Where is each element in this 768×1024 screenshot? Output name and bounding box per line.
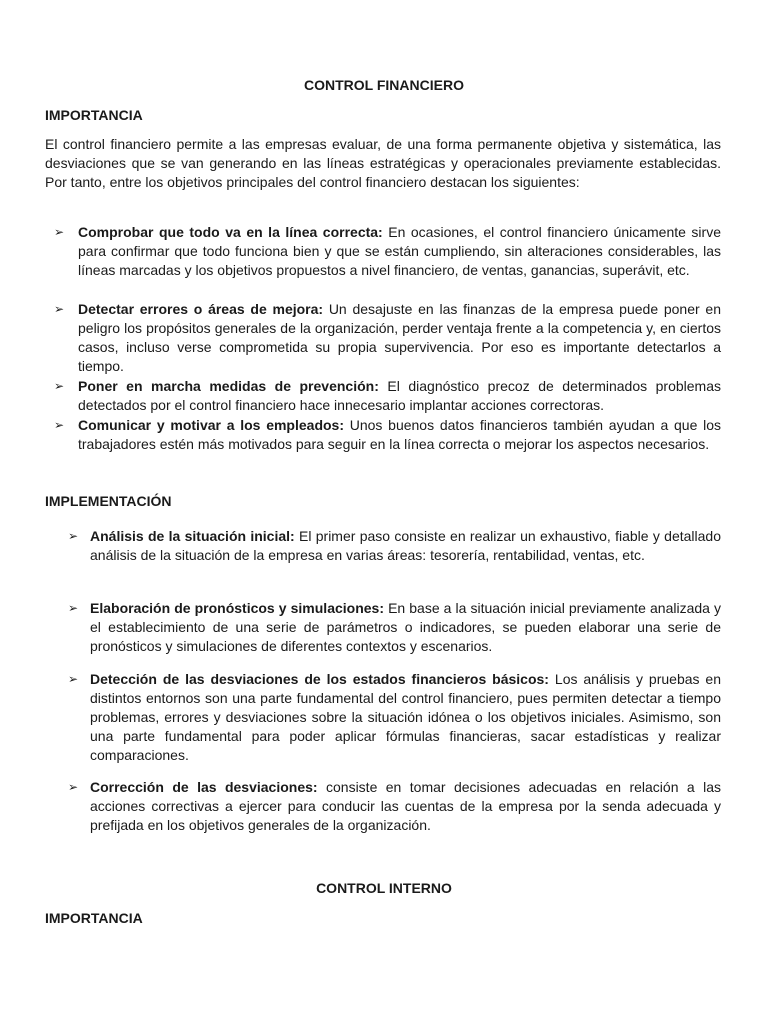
arrow-bullet-icon: ➢ [54, 379, 65, 393]
list-item-objetivo [54, 223, 721, 280]
item-term: Elaboración de pronósticos y simulaciones: [90, 600, 384, 616]
item-text: Unos buenos datos financieros también ayudan a que los trabajadores estén más motivados para seguir en la línea correcta o mejorar los aspectos necesarios. [78, 417, 721, 452]
item-text: Los análisis y pruebas en distintos entornos son una parte fundamental del control financiero, pues permiten detectar a tiempo problemas, errores y desviaciones sobre la situación idónea o los objetivos iniciales. Asimismo, son una parte fundamental para poder aplicar fórmulas financieras, sacar estadísticas y realizar comparaciones. [90, 671, 722, 763]
item-term: Corrección de las desviaciones: [90, 779, 318, 795]
heading-importancia-2: IMPORTANCIA [45, 910, 143, 926]
heading-implementacion: IMPLEMENTACIÓN [45, 493, 172, 509]
item-term: Comunicar y motivar a los empleados: [78, 417, 344, 433]
list-item-implementacion [68, 599, 721, 656]
section-title-control-interno: CONTROL INTERNO [316, 880, 452, 896]
heading-importancia: IMPORTANCIA [45, 107, 143, 123]
arrow-bullet-icon: ➢ [54, 302, 65, 316]
arrow-bullet-icon: ➢ [68, 672, 79, 686]
list-item-objetivo [54, 300, 721, 376]
item-term: Comprobar que todo va en la línea correcta: [78, 224, 383, 240]
item-term: Análisis de la situación inicial: [90, 528, 295, 544]
item-text: En base a la situación inicial previamente analizada y el establecimiento de una serie de parámetros o indicadores, se pueden elaborar una serie de pronósticos y simulaciones de diferentes contextos y escenarios. [90, 600, 721, 654]
section-title-control-financiero: CONTROL FINANCIERO [304, 77, 464, 93]
item-term: Poner en marcha medidas de prevención: [78, 378, 379, 394]
item-text: En ocasiones, el control financiero únicamente sirve para confirmar que todo funciona bien y que se están cumpliendo, sin alteraciones considerables, las líneas marcadas y los objetivos propuestos a nivel financiero, de ventas, ganancias, superávit, etc. [78, 224, 721, 278]
list-item-implementacion [68, 778, 721, 835]
list-item-implementacion [68, 527, 721, 565]
arrow-bullet-icon: ➢ [68, 601, 79, 615]
arrow-bullet-icon: ➢ [68, 529, 79, 543]
arrow-bullet-icon: ➢ [68, 780, 79, 794]
intro-paragraph: El control financiero permite a las empresas evaluar, de una forma permanente objetiva y sistemática, las desviaciones que se van generando en las líneas estratégicas y operacionales previamente establecidas. Por tanto, entre los objetivos principales del control financiero destacan los siguientes: [45, 136, 721, 190]
list-item-implementacion [68, 670, 722, 765]
item-text: El primer paso consiste en realizar un exhaustivo, fiable y detallado análisis de la situación de la empresa en varias áreas: tesorería, rentabilidad, ventas, etc. [90, 528, 721, 563]
item-text: Un desajuste en las finanzas de la empresa puede poner en peligro los propósitos generales de la organización, perder ventaja frente a la competencia y, en ciertos casos, incluso verse comprometida su propia supervivencia. Por eso es importante detectarlos a tiempo. [78, 301, 721, 374]
item-term: Detectar errores o áreas de mejora: [78, 301, 324, 317]
arrow-bullet-icon: ➢ [54, 418, 65, 432]
item-text: consiste en tomar decisiones adecuadas en relación a las acciones correctivas a ejercer para conducir las cuentas de la empresa por la senda adecuada y prefijada en los objetivos generales de la organización. [90, 779, 721, 833]
item-term: Detección de las desviaciones de los estados financieros básicos: [90, 671, 549, 687]
arrow-bullet-icon: ➢ [54, 225, 65, 239]
item-text: El diagnóstico precoz de determinados problemas detectados por el control financiero hace innecesario implantar acciones correctoras. [78, 378, 721, 413]
list-item-objetivo [54, 377, 721, 415]
list-item-objetivo [54, 416, 721, 454]
